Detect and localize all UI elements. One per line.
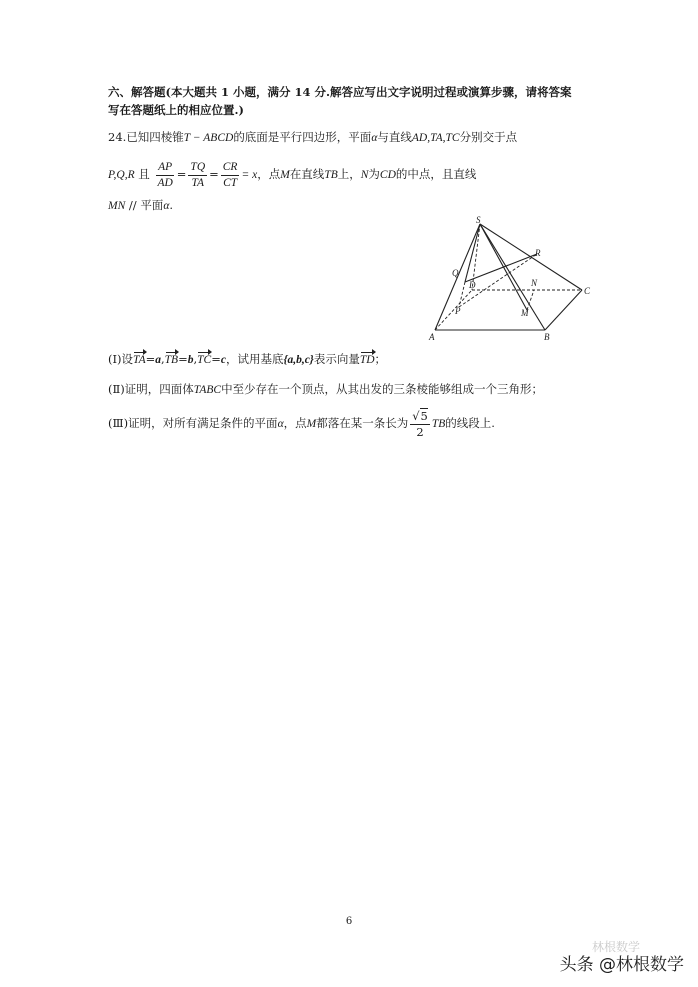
label-a: A — [429, 332, 435, 342]
label-p: P — [455, 306, 461, 316]
vector-tb: TB — [165, 351, 178, 369]
label-b: B — [544, 332, 550, 342]
section-title — [108, 83, 608, 119]
vector-td: TD — [360, 351, 375, 369]
label-n: N — [531, 278, 538, 288]
vector-ta: TA — [133, 351, 146, 369]
part2: (Ⅱ)证明，四面体TABC中至少存在一个顶点，从其出发的三条棱能够组成一个三角形； — [108, 382, 544, 396]
section-title-line2: 写在答题纸上的相应位置.) — [108, 103, 244, 117]
fraction-tq-ta: $\frac{TQ}{TA}$ — [190, 160, 206, 189]
part1: (Ⅰ)设TA=a,TB=b,TC=c，试用基底{a,b,c}表示向量TD； — [108, 350, 386, 369]
label-c: C — [584, 286, 591, 296]
problem-line1: 24.已知四棱锥T − ABCD的底面是平行四边形，平面α与直线AD,TA,TC分别交于点 — [108, 130, 518, 144]
fraction-cr-ct: $\frac{CR}{CT}$ — [222, 160, 238, 189]
vector-tc: TC — [197, 351, 211, 369]
label-d: D — [469, 280, 476, 290]
section-title-line1: 六、解答题(本大题共 1 小题，满分 14 分.解答应写出文字说明过程或演算步骤，请将答案 — [108, 85, 572, 99]
problem-line2: P,Q,R 且 $\frac{AP}{AD}$ = $\frac{TQ}{TA}$ = $\frac{CR}{CT}$ = x，点M在直线TB上，N为CD的中点，且直线 — [108, 160, 477, 189]
watermark: 头条 @林根数学 — [559, 955, 684, 975]
page-number: 6 — [345, 916, 353, 927]
pyramid-figure — [425, 214, 595, 342]
fraction-ap-ad: $\frac{AP}{AD}$ — [157, 160, 173, 189]
watermark-ghost: 林根数学 — [591, 940, 640, 954]
label-q: Q — [452, 268, 459, 278]
label-r: R — [535, 248, 541, 258]
problem-line3: MN // 平面α. — [108, 198, 174, 212]
label-s: S — [476, 215, 481, 225]
part3: (Ⅲ)证明，对所有满足条件的平面α，点M都落在某一条长为 $\frac{√5}{2}$ TB的线段上. — [108, 409, 495, 439]
fraction-sqrt5-over-2: $\frac{√5}{2}$ — [412, 409, 428, 439]
label-m: M — [521, 308, 529, 318]
